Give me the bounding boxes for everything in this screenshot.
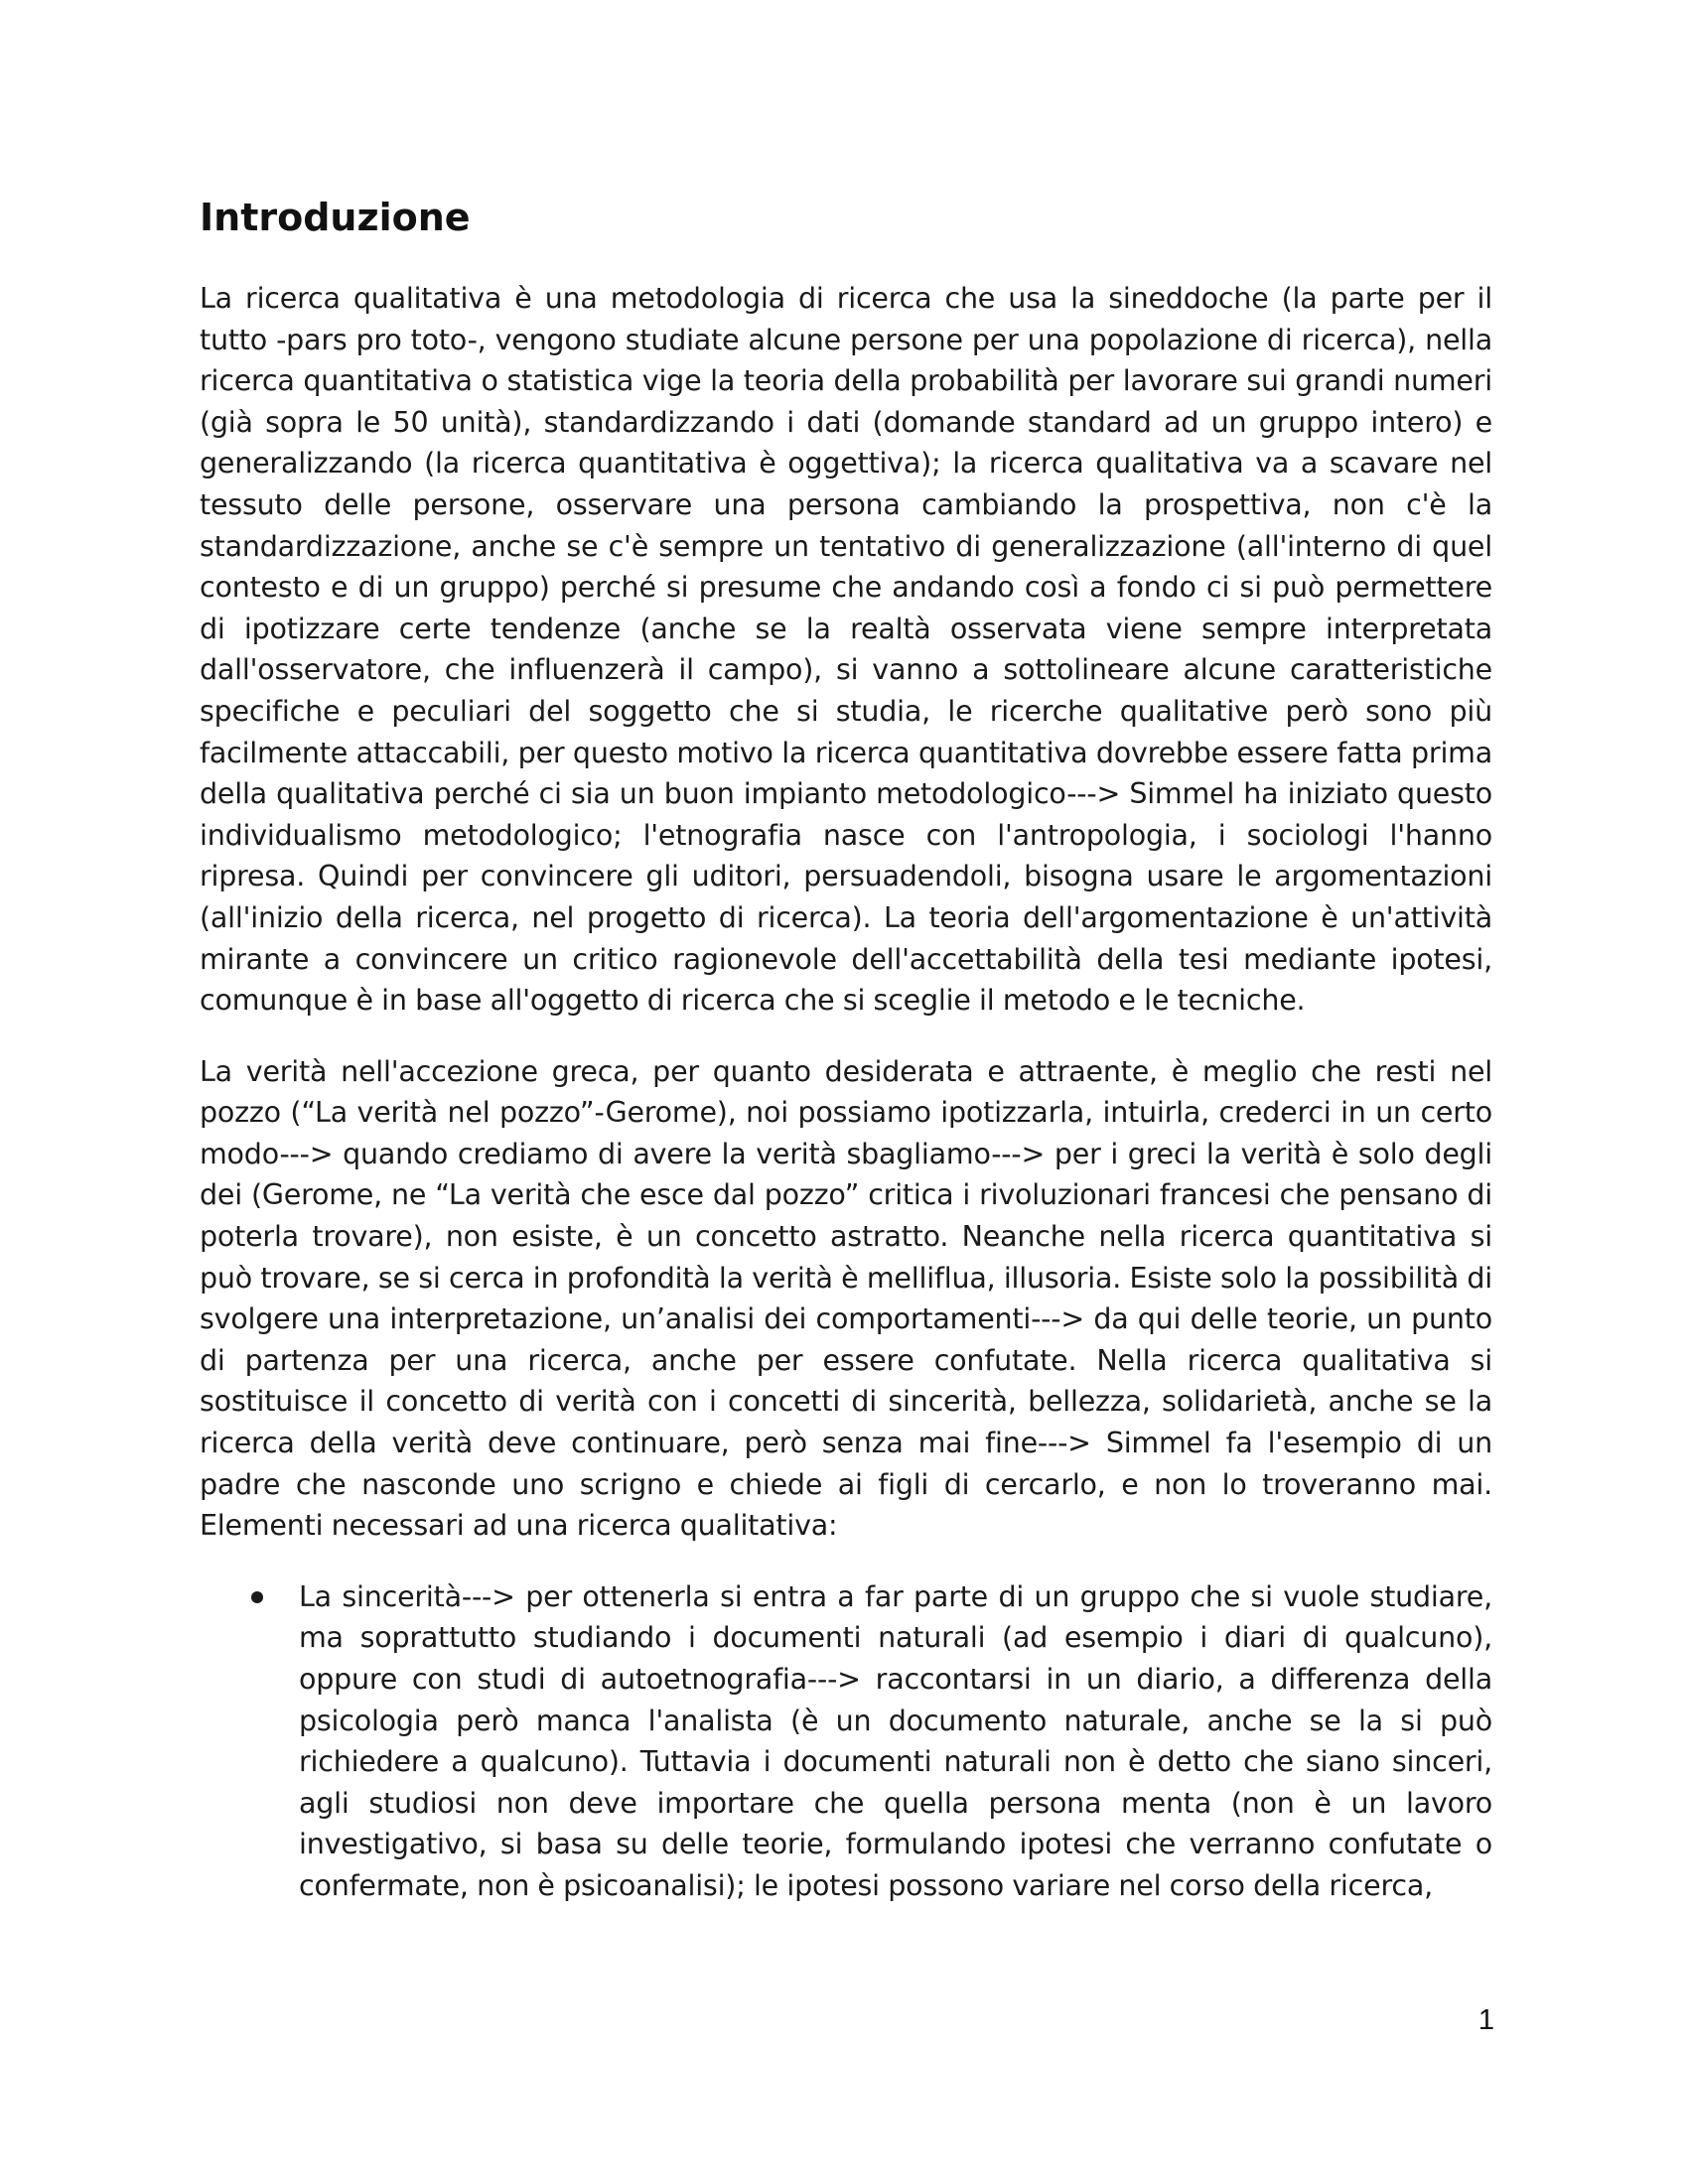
page-content xyxy=(200,195,1492,1907)
section-heading: Introduzione xyxy=(200,196,471,239)
list-item-text: La sincerità---> per ottenerla si entra a far parte di un gruppo che si vuole studiare, ma soprattutto studiando i documenti naturali (ad esempio i diari di qualcuno), oppure con studi di autoetnografia---> raccontarsi in un diario, a differenza della psicologia però manca l'analista (è un documento naturale, anche se la si può richiedere a qualcuno). Tuttavia i documenti naturali non è detto che siano sinceri, agli studiosi non deve importare che quella persona menta (non è un lavoro investigativo, si basa su delle teorie, formulando ipotesi che verranno confutate o confermate, non è psicoanalisi); le ipotesi possono variare nel corso della ricerca, xyxy=(299,1579,1492,1902)
paragraph-intro: La ricerca qualitativa è una metodologia di ricerca che usa la sineddoche (la parte per il tutto -pars pro toto-, vengono studiate alcune persone per una popolazione di ricerca), nella ricerca quantitativa o statistica vige la teoria della probabilità per lavorare sui grandi numeri (già sopra le 50 unità), standardizzando i dati (domande standard ad un gruppo intero) e generalizzando (la ricerca quantitativa è oggettiva); la ricerca qualitativa va a scavare nel tessuto delle persone, osservare una persona cambiando la prospettiva, non c'è la standardizzazione, anche se c'è sempre un tentativo di generalizzazione (all'interno di quel contesto e di un gruppo) perché si presume che andando così a fondo ci si può permettere di ipotizzare certe tendenze (anche se la realtà osservata viene sempre interpretata dall'osservatore, che influenzerà il campo), si vanno a sottolineare alcune caratteristiche specifiche e peculiari del soggetto che si studia, le ricerche qualitative però sono più facilmente attaccabili, per questo motivo la ricerca quantitativa dovrebbe essere fatta prima della qualitativa perché ci sia un buon impianto metodologico---> Simmel ha iniziato questo individualismo metodologico; l'etnografia nasce con l'antropologia, i sociologi l'hanno ripresa. Quindi per convincere gli uditori, persuadendoli, bisogna usare le argomentazioni (all'inizio della ricerca, nel progetto di ricerca). La teoria dell'argomentazione è un'attività mirante a convincere un critico ragionevole dell'accettabilità della tesi mediante ipotesi, comunque è in base all'oggetto di ricerca che si sceglie il metodo e le tecniche. xyxy=(200,282,1492,1018)
page-number: 1 xyxy=(1477,2004,1494,2036)
paragraph-truth: La verità nell'accezione greca, per quanto desiderata e attraente, è meglio che resti nel pozzo (“La verità nel pozzo”-Gerome), noi possiamo ipotizzarla, intuirla, crederci in un certo modo---> quando crediamo di avere la verità sbagliamo---> per i greci la verità è solo degli dei (Gerome, ne “La verità che esce dal pozzo” critica i rivoluzionari francesi che pensano di poterla trovare), non esiste, è un concetto astratto. Neanche nella ricerca quantitativa si può trovare, se si cerca in profondità la verità è melliflua, illusoria. Esiste solo la possibilità di svolgere una interpretazione, un’analisi dei comportamenti---> da qui delle teorie, un punto di partenza per una ricerca, anche per essere confutate. Nella ricerca qualitativa si sostituisce il concetto di verità con i concetti di sincerità, bellezza, solidarietà, anche se la ricerca della verità deve continuare, però senza mai fine---> Simmel fa l'esempio di un padre che nasconde uno scrigno e chiede ai figli di cercarlo, e non lo troveranno mai. Elementi necessari ad una ricerca qualitativa: xyxy=(200,1054,1492,1543)
bullet-icon xyxy=(251,1591,263,1603)
list-item xyxy=(200,1576,1492,1907)
elements-list xyxy=(200,1576,1492,1907)
